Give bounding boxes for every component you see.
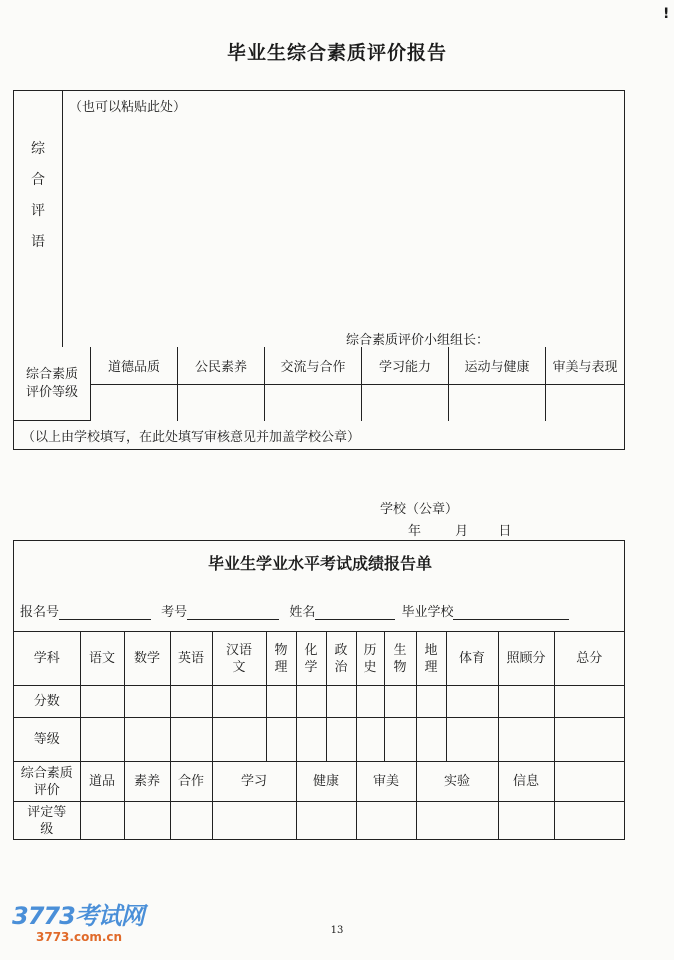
subject-header: 数学: [124, 632, 170, 686]
label-char: 合: [31, 172, 45, 188]
date-month: 月: [455, 524, 469, 539]
name-field[interactable]: [315, 605, 395, 620]
subject-text: 政治: [334, 642, 348, 675]
level-cell[interactable]: [266, 718, 296, 762]
grade-cell[interactable]: [362, 384, 449, 421]
rated-cell[interactable]: [498, 802, 554, 840]
score-cell[interactable]: [80, 686, 124, 718]
watermark-url: 3773.com.cn: [36, 930, 123, 944]
rated-cell[interactable]: [554, 802, 624, 840]
label-char: 综: [31, 141, 45, 157]
level-cell[interactable]: [554, 718, 624, 762]
level-cell[interactable]: [326, 718, 356, 762]
subject-header: [326, 632, 356, 686]
level-cell[interactable]: [446, 718, 498, 762]
subject-header: 照顾分: [498, 632, 554, 686]
eval-item: 学习: [212, 762, 296, 802]
eval-item: 实验: [416, 762, 498, 802]
level-cell[interactable]: [124, 718, 170, 762]
level-cell[interactable]: [416, 718, 446, 762]
subject-text: 化学: [304, 642, 318, 675]
rated-cell[interactable]: [212, 802, 296, 840]
eval-cell[interactable]: [554, 762, 624, 802]
rated-cell[interactable]: [356, 802, 416, 840]
rated-row-label: [14, 802, 80, 840]
grade-header: 审美与表现: [546, 347, 625, 384]
eval-item: 审美: [356, 762, 416, 802]
score-cell[interactable]: [446, 686, 498, 718]
score-cell[interactable]: [124, 686, 170, 718]
paste-note: （也可以粘贴此处）: [69, 100, 187, 115]
subject-text: 地理: [424, 642, 438, 675]
level-cell[interactable]: [296, 718, 326, 762]
score-report-section: [13, 540, 625, 840]
rated-cell[interactable]: [124, 802, 170, 840]
grade-cell[interactable]: [449, 384, 546, 421]
rated-cell[interactable]: [80, 802, 124, 840]
divider: [62, 91, 63, 347]
eval-item: 健康: [296, 762, 356, 802]
subject-label: 学科: [14, 632, 80, 686]
subject-text: 汉语文: [225, 642, 252, 675]
eval-item: 信息: [498, 762, 554, 802]
level-cell[interactable]: [212, 718, 266, 762]
date-line: [408, 520, 511, 539]
rated-cell[interactable]: [170, 802, 212, 840]
subject-text: 物理: [274, 642, 288, 675]
grade-cell[interactable]: [178, 384, 265, 421]
field-label: 报名号: [20, 605, 60, 620]
eval-item: 合作: [170, 762, 212, 802]
subject-header: 英语: [170, 632, 212, 686]
group-leader-label: 综合素质评价小组组长：: [346, 333, 490, 348]
score-row-label: 等级: [14, 718, 80, 762]
rated-cell[interactable]: [296, 802, 356, 840]
grade-cell[interactable]: [546, 384, 625, 421]
field-label: 考号: [161, 605, 188, 620]
field-label: 姓名: [289, 605, 316, 620]
candidate-fields: [20, 601, 569, 620]
date-year: 年: [408, 524, 422, 539]
eval-row-label: [14, 762, 80, 802]
eval-item: 素养: [124, 762, 170, 802]
grade-header: 公民素养: [178, 347, 265, 384]
grade-header: 学习能力: [362, 347, 449, 384]
school-field[interactable]: [453, 605, 569, 620]
score-cell[interactable]: [554, 686, 624, 718]
level-cell[interactable]: [498, 718, 554, 762]
school-stamp-label: 学校（公章）: [380, 502, 459, 517]
score-cell[interactable]: [296, 686, 326, 718]
grade-label: [14, 347, 91, 421]
level-cell[interactable]: [356, 718, 384, 762]
subject-header: 语文: [80, 632, 124, 686]
corner-mark: !: [663, 6, 670, 22]
level-cell[interactable]: [170, 718, 212, 762]
subject-header: [356, 632, 384, 686]
label-char: 评: [31, 203, 45, 219]
grade-header: 道德品质: [91, 347, 178, 384]
label-char: 语: [31, 234, 45, 250]
score-cell[interactable]: [170, 686, 212, 718]
page-number: 13: [330, 925, 344, 936]
grade-cell[interactable]: [265, 384, 362, 421]
grade-table: [14, 347, 624, 421]
subject-header: 体育: [446, 632, 498, 686]
subject-header: [212, 632, 266, 686]
score-report-title: 毕业生学业水平考试成绩报告单: [207, 554, 432, 573]
level-cell[interactable]: [384, 718, 416, 762]
score-cell[interactable]: [384, 686, 416, 718]
subject-header: [416, 632, 446, 686]
score-cell[interactable]: [498, 686, 554, 718]
comments-label: [14, 135, 62, 259]
score-cell[interactable]: [326, 686, 356, 718]
score-table: [14, 631, 624, 839]
subject-header: [384, 632, 416, 686]
level-cell[interactable]: [80, 718, 124, 762]
grade-label-text: 综合素质评价等级: [25, 366, 78, 400]
score-cell[interactable]: [212, 686, 266, 718]
subject-text: 生物: [393, 642, 407, 675]
subject-header: [266, 632, 296, 686]
registration-number-field[interactable]: [59, 605, 151, 620]
watermark-logo: 3773考试网: [12, 902, 144, 930]
rated-label-text: 评定等级: [27, 804, 67, 837]
eval-item: 道品: [80, 762, 124, 802]
score-cell[interactable]: [266, 686, 296, 718]
school-note: （以上由学校填写，在此处填写审核意见并加盖学校公章）: [22, 430, 361, 445]
subject-text: 历史: [363, 642, 377, 675]
exam-number-field[interactable]: [187, 605, 279, 620]
eval-label-text: 综合素质评价: [20, 765, 73, 798]
grade-header: 交流与合作: [265, 347, 362, 384]
grade-header: 运动与健康: [449, 347, 546, 384]
field-label: 毕业学校: [401, 605, 454, 620]
evaluation-section: [13, 90, 625, 450]
date-day: 日: [498, 524, 512, 539]
grade-cell[interactable]: [91, 384, 178, 421]
subject-header: 总分: [554, 632, 624, 686]
score-cell[interactable]: [356, 686, 384, 718]
subject-header: [296, 632, 326, 686]
score-row-label: 分数: [14, 686, 80, 718]
rated-cell[interactable]: [416, 802, 498, 840]
score-cell[interactable]: [416, 686, 446, 718]
page-title: 毕业生综合素质评价报告: [226, 42, 447, 64]
